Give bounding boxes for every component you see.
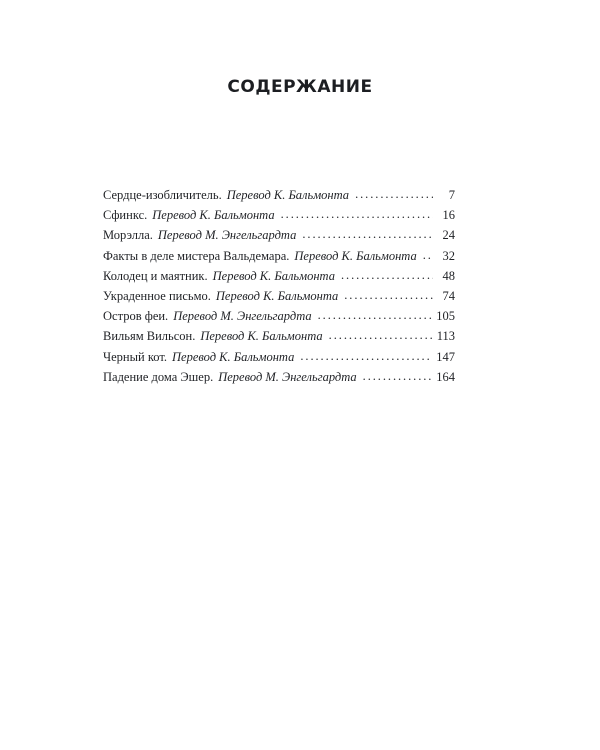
toc-entry[interactable] (103, 286, 455, 306)
toc-entry[interactable] (103, 185, 455, 205)
page-title: СОДЕРЖАНИЕ (227, 77, 373, 98)
dot-leader (318, 305, 433, 325)
entry-page-number: 7 (448, 188, 455, 202)
dot-leader (281, 204, 433, 224)
toc-entry[interactable] (103, 266, 455, 286)
toc-entry[interactable] (103, 306, 455, 326)
toc-entry[interactable] (103, 326, 455, 346)
entry-title: Украденное письмо. (103, 289, 211, 304)
dot-leader (355, 184, 433, 204)
entry-title: Сердце-изобличитель. (103, 188, 222, 202)
entry-translator: Перевод М. Энгельгардта (173, 309, 312, 324)
toc-entry[interactable] (103, 246, 455, 266)
dot-leader (344, 285, 433, 305)
entry-page-number: 48 (442, 268, 455, 283)
entry-translator: Перевод К. Бальмонта (215, 289, 339, 304)
toc-entry[interactable] (103, 367, 455, 387)
toc-entry[interactable] (103, 225, 455, 245)
dot-leader (423, 245, 433, 265)
dot-leader (302, 224, 433, 244)
entry-translator: Перевод К. Бальмонта (152, 208, 275, 223)
entry-title: Факты в деле мистера Вальдемара. (103, 248, 290, 263)
entry-title: Падение дома Эшер. (103, 369, 214, 384)
entry-translator: Перевод М. Энгельгардта (218, 369, 357, 384)
entry-title: Вильям Вильсон. (103, 329, 196, 344)
entry-translator: Перевод К. Бальмонта (172, 349, 295, 364)
dot-leader (363, 366, 433, 386)
entry-page-number: 105 (436, 309, 455, 324)
entry-page-number: 164 (436, 369, 455, 384)
entry-translator: Перевод М. Энгельгардта (157, 228, 297, 243)
entry-title: Черный кот. (103, 349, 167, 364)
entry-title: Остров феи. (103, 309, 169, 324)
entry-page-number: 147 (436, 349, 455, 364)
toc-entry[interactable] (103, 347, 455, 367)
entry-translator: Перевод К. Бальмонта (294, 248, 417, 263)
entry-page-number: 32 (442, 248, 455, 263)
entry-translator: Перевод К. Бальмонта (200, 329, 323, 344)
entry-title: Морэлла. (103, 228, 153, 243)
table-of-contents (103, 185, 455, 387)
entry-translator: Перевод К. Бальмонта (226, 188, 350, 202)
entry-page-number: 24 (442, 228, 455, 243)
dot-leader (329, 325, 433, 345)
entry-page-number: 113 (436, 329, 455, 344)
entry-translator: Перевод К. Бальмонта (212, 268, 335, 283)
dot-leader (300, 346, 432, 366)
toc-entry[interactable] (103, 205, 455, 225)
entry-page-number: 74 (442, 289, 455, 304)
entry-page-number: 16 (442, 208, 455, 223)
dot-leader (341, 265, 433, 285)
entry-title: Колодец и маятник. (103, 268, 208, 283)
entry-title: Сфинкс. (103, 208, 148, 223)
